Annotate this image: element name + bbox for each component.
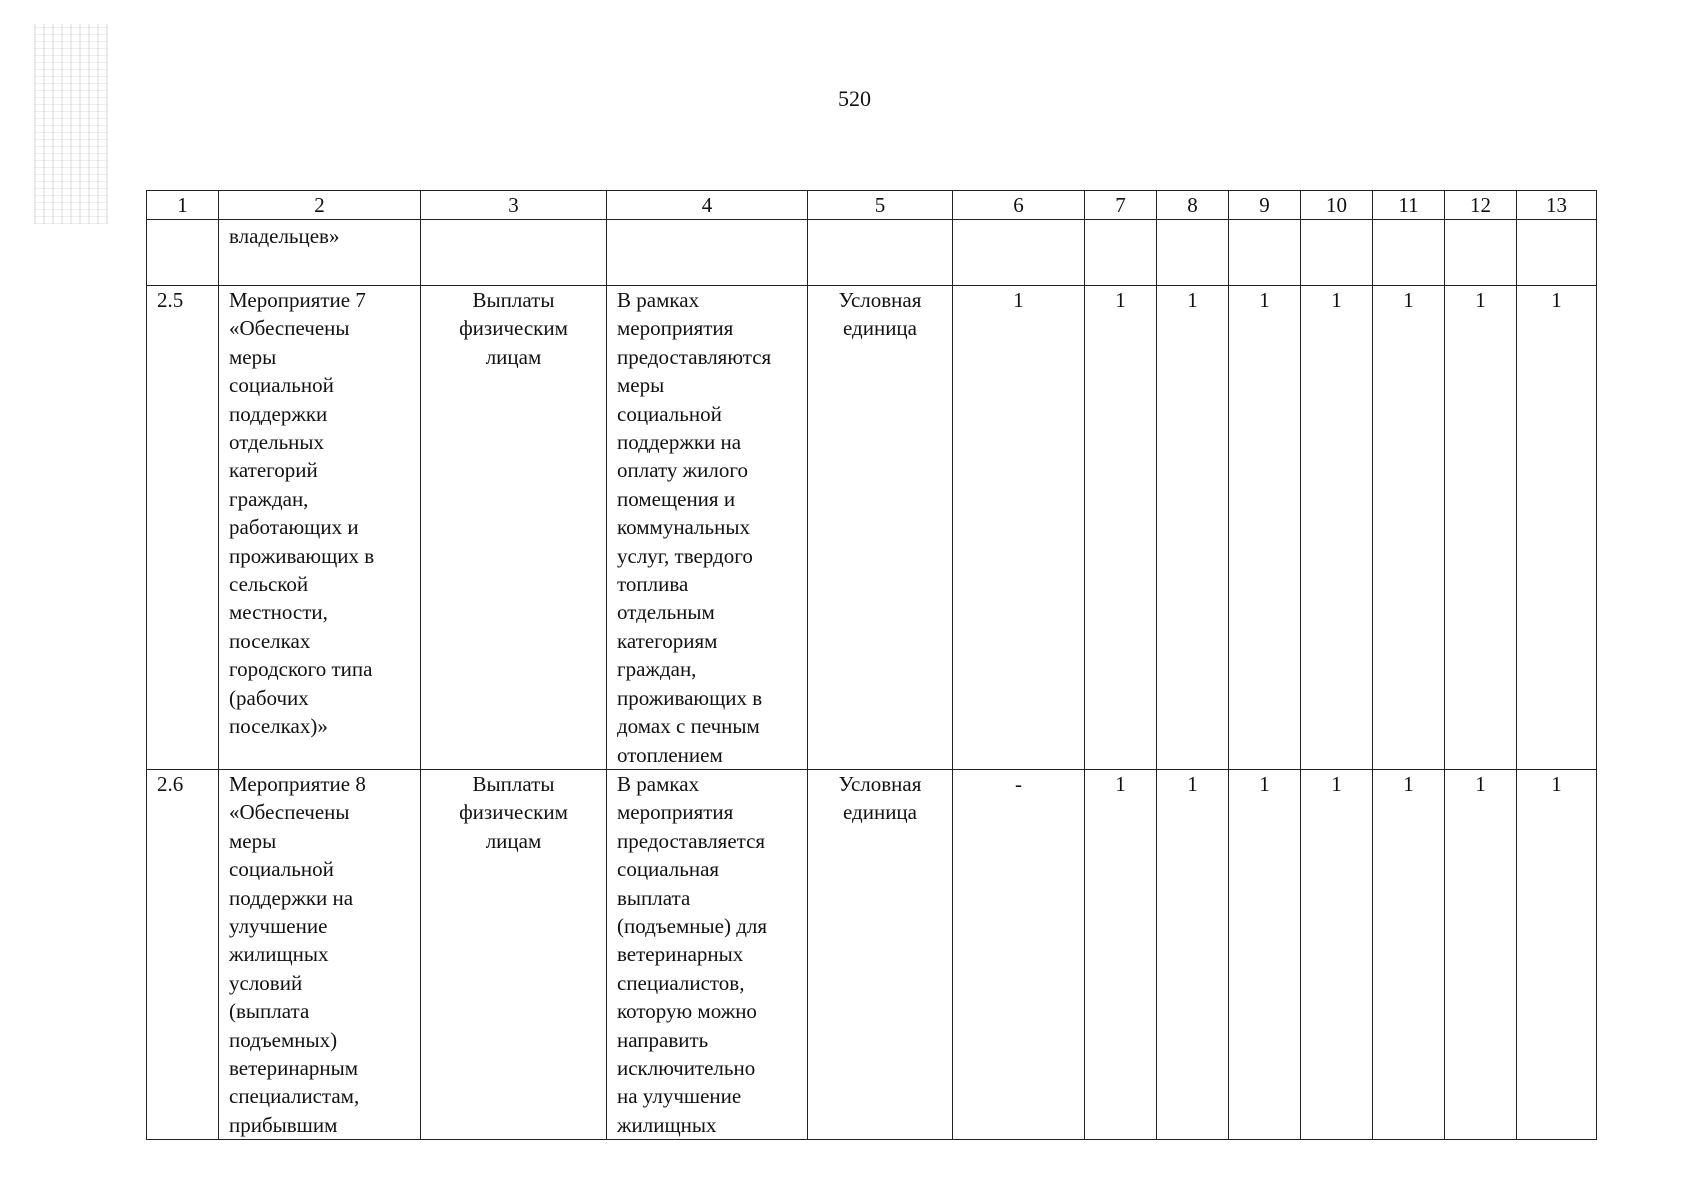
cell-value <box>1229 286 1301 770</box>
scan-margin-artifact <box>34 24 108 224</box>
value-text: 1 <box>1475 288 1486 312</box>
data-table <box>146 190 1597 1140</box>
cell-value <box>953 286 1085 770</box>
value-text: 1 <box>1115 288 1126 312</box>
event-type: Выплаты физическим лицам <box>459 288 568 369</box>
value-text: 1 <box>1403 771 1414 796</box>
value-text: 1 <box>1187 288 1198 312</box>
cell-value <box>1301 286 1373 770</box>
event-type: Выплаты физическим лицам <box>459 771 568 853</box>
cell-value <box>1301 220 1373 286</box>
cell-value <box>1445 220 1517 286</box>
cell-value <box>1229 769 1301 1139</box>
table-header-row <box>147 191 1597 220</box>
cell-num <box>147 769 219 1139</box>
header-cell: 8 <box>1157 191 1229 220</box>
cell-value <box>1373 220 1445 286</box>
value-text: 1 <box>1475 771 1486 796</box>
cell-unit <box>808 286 953 770</box>
header-cell: 6 <box>953 191 1085 220</box>
header-cell: 13 <box>1517 191 1597 220</box>
value-text: 1 <box>1331 771 1342 796</box>
cell-num <box>147 286 219 770</box>
value-text: 1 <box>1013 288 1024 312</box>
cell-value <box>1517 220 1597 286</box>
cell-num <box>147 220 219 286</box>
value-text: 1 <box>1403 288 1414 312</box>
cell-value <box>953 769 1085 1139</box>
table-row-2-6 <box>147 769 1597 1139</box>
cell-value <box>1157 769 1229 1139</box>
value-text: 1 <box>1551 288 1562 312</box>
value-text: 1 <box>1551 771 1562 796</box>
event-description: В рамках мероприятия предоставляется социальная выплата (подъемные) для ветеринарных специалистов, которую можно направить исключительно на улучшение жилищных <box>617 771 768 1137</box>
value-text: - <box>1015 771 1022 796</box>
cell-description <box>607 220 808 286</box>
cell-value <box>1445 286 1517 770</box>
continued-name-text: владельцев» <box>229 224 340 248</box>
header-cell: 12 <box>1445 191 1517 220</box>
cell-type <box>421 286 607 770</box>
cell-value <box>1157 286 1229 770</box>
event-name: Мероприятие 7 «Обеспечены меры социальной поддержки отдельных категорий граждан, работающих и проживающих в сельской местности, поселках городского типа (рабочих поселках)» <box>229 288 375 739</box>
page-number: 520 <box>838 86 871 111</box>
table-row-continued <box>147 220 1597 286</box>
header-cell: 9 <box>1229 191 1301 220</box>
cell-name <box>219 286 421 770</box>
header-cell: 11 <box>1373 191 1445 220</box>
value-text: 1 <box>1115 771 1126 796</box>
header-cell: 10 <box>1301 191 1373 220</box>
header-cell: 2 <box>219 191 421 220</box>
header-cell: 5 <box>808 191 953 220</box>
cell-value <box>1373 769 1445 1139</box>
cell-type <box>421 769 607 1139</box>
header-cell: 3 <box>421 191 607 220</box>
cell-value <box>1229 220 1301 286</box>
event-name: Мероприятие 8 «Обеспечены меры социальной поддержки на улучшение жилищных условий (выплата подъемных) ветеринарным специалистам, прибывшим <box>229 771 366 1137</box>
value-text: 1 <box>1187 771 1198 796</box>
cell-unit <box>808 769 953 1139</box>
unit-label: Условная единица <box>838 288 922 341</box>
header-cell: 4 <box>607 191 808 220</box>
cell-value <box>1085 286 1157 770</box>
cell-value <box>1517 286 1597 770</box>
value-text: 1 <box>1259 288 1270 312</box>
row-number: 2.5 <box>157 288 184 312</box>
cell-value <box>953 220 1085 286</box>
cell-value <box>1157 220 1229 286</box>
cell-value <box>1301 769 1373 1139</box>
value-text: 1 <box>1259 771 1270 796</box>
table-row-2-5 <box>147 286 1597 770</box>
header-cell: 7 <box>1085 191 1157 220</box>
cell-value <box>1373 286 1445 770</box>
cell-value <box>1085 769 1157 1139</box>
value-text: 1 <box>1331 288 1342 312</box>
cell-name <box>219 769 421 1139</box>
row-number: 2.6 <box>157 771 184 796</box>
cell-name <box>219 220 421 286</box>
event-description: В рамках мероприятия предоставляются меры социальной поддержки на оплату жилого помещения и коммунальных услуг, твердого топлива отдельным категориям граждан, проживающих в домах с печным отоплением <box>617 288 772 767</box>
cell-value <box>1445 769 1517 1139</box>
cell-description <box>607 286 808 770</box>
header-cell: 1 <box>147 191 219 220</box>
cell-value <box>1085 220 1157 286</box>
cell-value <box>1517 769 1597 1139</box>
cell-type <box>421 220 607 286</box>
cell-unit <box>808 220 953 286</box>
cell-description <box>607 769 808 1139</box>
unit-label: Условная единица <box>838 771 922 825</box>
